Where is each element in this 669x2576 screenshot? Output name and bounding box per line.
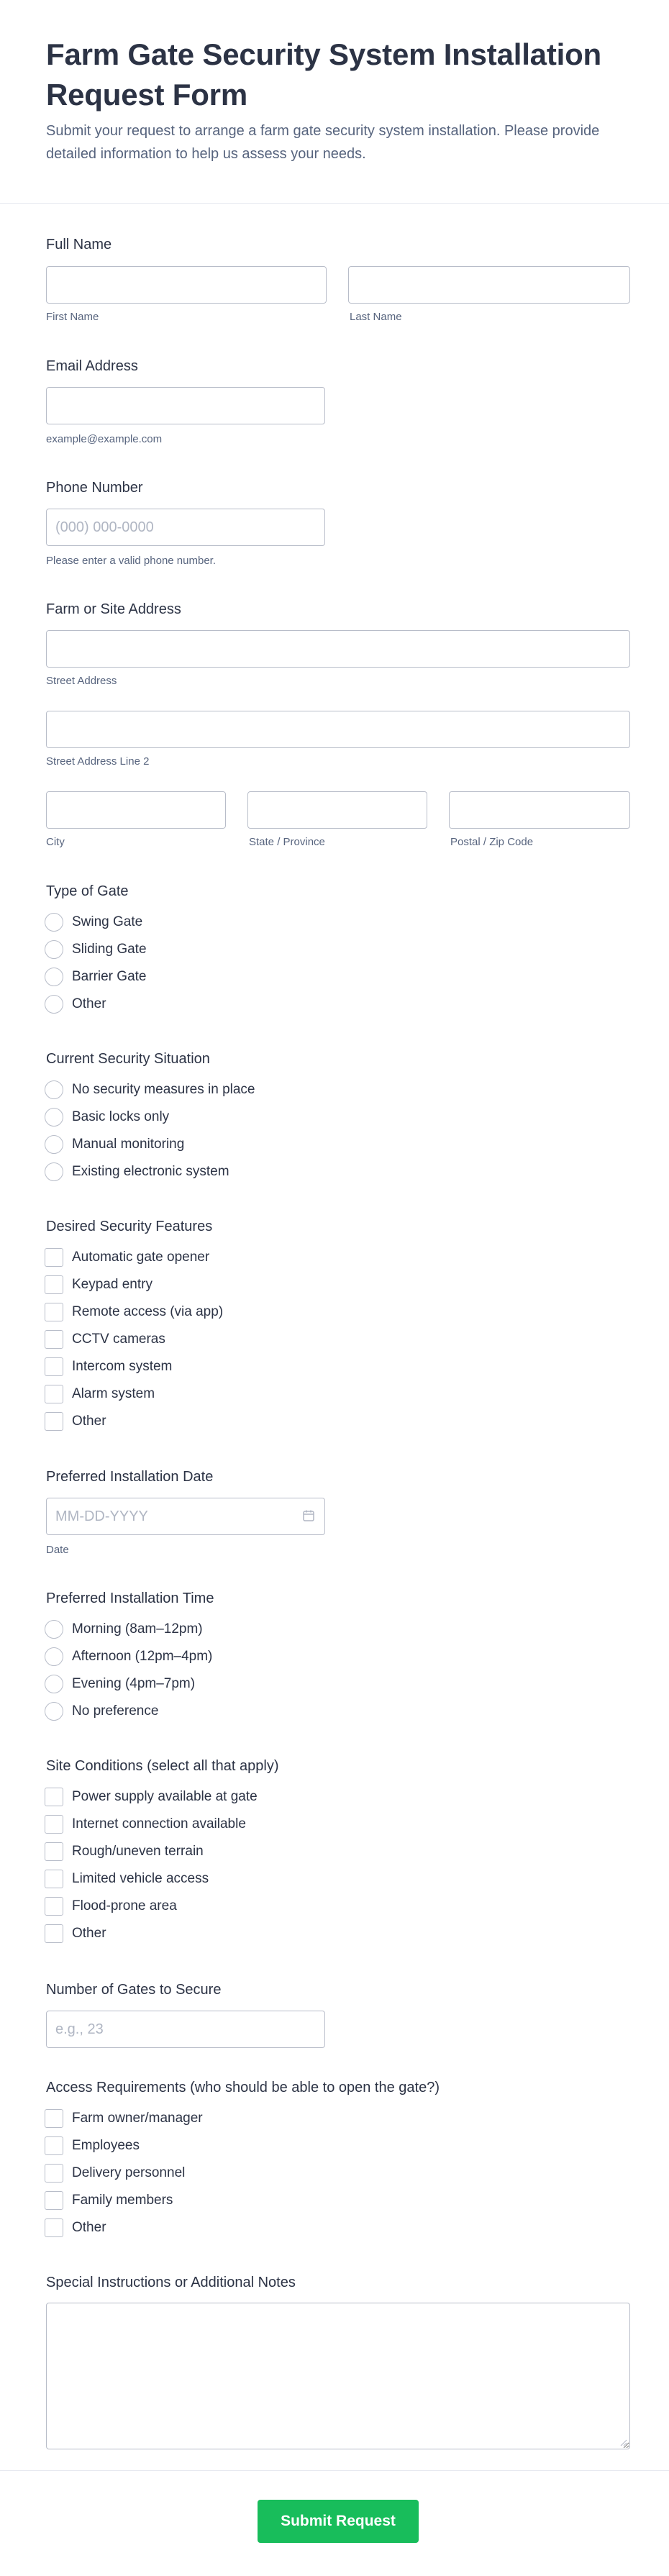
site-condition-option[interactable]: Internet connection available — [45, 1811, 258, 1838]
zip-sublabel: Postal / Zip Code — [450, 836, 534, 848]
install-time-option[interactable]: Morning (8am–12pm) — [45, 1616, 212, 1643]
email-sublabel: example@example.com — [46, 433, 163, 445]
feature-option[interactable]: CCTV cameras — [45, 1326, 223, 1353]
notes-label: Special Instructions or Additional Notes — [46, 2275, 296, 2290]
feature-option[interactable]: Alarm system — [45, 1380, 223, 1408]
current-security-option[interactable]: Existing electronic system — [45, 1158, 255, 1185]
checkbox[interactable] — [45, 1275, 63, 1294]
checkbox[interactable] — [45, 2109, 63, 2128]
last-name-sublabel: Last Name — [350, 311, 402, 323]
checkbox[interactable] — [45, 1788, 63, 1806]
access-option[interactable]: Other — [45, 2214, 203, 2242]
access-option[interactable]: Family members — [45, 2187, 203, 2214]
checkbox[interactable] — [45, 2191, 63, 2210]
install-date-input[interactable] — [46, 1498, 325, 1535]
install-time-option[interactable]: Afternoon (12pm–4pm) — [45, 1643, 212, 1670]
site-condition-option[interactable]: Flood-prone area — [45, 1893, 258, 1920]
address-label: Farm or Site Address — [46, 601, 181, 617]
feature-option[interactable]: Keypad entry — [45, 1271, 223, 1298]
checkbox[interactable] — [45, 2218, 63, 2237]
form-footer — [0, 2470, 669, 2576]
last-name-input[interactable] — [348, 266, 630, 304]
site-conditions-options — [45, 1783, 258, 1947]
checkbox[interactable] — [45, 2136, 63, 2155]
install-date-label: Preferred Installation Date — [46, 1469, 214, 1485]
checkbox[interactable] — [45, 1412, 63, 1431]
submit-button[interactable]: Submit Request — [258, 2500, 419, 2543]
resize-grip-icon[interactable] — [619, 2438, 627, 2447]
zip-input[interactable] — [449, 791, 630, 829]
site-condition-option[interactable]: Power supply available at gate — [45, 1783, 258, 1811]
email-label: Email Address — [46, 358, 138, 374]
features-options — [45, 1244, 223, 1435]
notes-textarea[interactable] — [46, 2303, 630, 2449]
current-security-option[interactable]: Basic locks only — [45, 1103, 255, 1131]
checkbox[interactable] — [45, 1330, 63, 1349]
current-security-option[interactable]: No security measures in place — [45, 1076, 255, 1103]
access-label: Access Requirements (who should be able to open the gate?) — [46, 2080, 440, 2095]
radio-button[interactable] — [45, 1135, 63, 1154]
phone-label: Phone Number — [46, 480, 143, 496]
street-address-2-sublabel: Street Address Line 2 — [46, 755, 150, 768]
access-option[interactable]: Employees — [45, 2132, 203, 2159]
city-sublabel: City — [46, 836, 65, 848]
checkbox[interactable] — [45, 1385, 63, 1403]
current-security-options — [45, 1076, 255, 1185]
state-sublabel: State / Province — [249, 836, 325, 848]
access-option[interactable]: Farm owner/manager — [45, 2105, 203, 2132]
checkbox[interactable] — [45, 1303, 63, 1321]
form-subtitle: Submit your request to arrange a farm gate security system installation. Please provide detailed information to help us assess your needs. — [46, 123, 600, 162]
form-header — [0, 0, 669, 204]
street-address-input[interactable] — [46, 630, 630, 668]
city-input[interactable] — [46, 791, 226, 829]
feature-option[interactable]: Automatic gate opener — [45, 1244, 223, 1271]
radio-button[interactable] — [45, 1675, 63, 1693]
checkbox[interactable] — [45, 1248, 63, 1267]
gate-type-options — [45, 909, 147, 1018]
radio-button[interactable] — [45, 968, 63, 986]
calendar-icon[interactable] — [302, 1509, 315, 1522]
feature-option[interactable]: Remote access (via app) — [45, 1298, 223, 1326]
radio-button[interactable] — [45, 1080, 63, 1099]
radio-button[interactable] — [45, 1162, 63, 1181]
install-time-options — [45, 1616, 212, 1725]
gate-type-option[interactable]: Other — [45, 991, 147, 1018]
radio-button[interactable] — [45, 940, 63, 959]
radio-button[interactable] — [45, 1647, 63, 1666]
gate-type-option[interactable]: Barrier Gate — [45, 963, 147, 991]
current-security-label: Current Security Situation — [46, 1051, 210, 1067]
checkbox[interactable] — [45, 1897, 63, 1916]
gate-type-option[interactable]: Sliding Gate — [45, 936, 147, 963]
install-date-field — [46, 1498, 325, 1535]
gate-type-option[interactable]: Swing Gate — [45, 909, 147, 936]
full-name-label: Full Name — [46, 237, 112, 252]
email-input[interactable] — [46, 387, 325, 424]
site-condition-option[interactable]: Limited vehicle access — [45, 1865, 258, 1893]
radio-button[interactable] — [45, 1620, 63, 1639]
site-conditions-label: Site Conditions (select all that apply) — [46, 1758, 279, 1774]
notes-field — [46, 2303, 630, 2449]
street-address-2-input[interactable] — [46, 711, 630, 748]
radio-button[interactable] — [45, 995, 63, 1014]
first-name-sublabel: First Name — [46, 311, 99, 323]
gate-type-label: Type of Gate — [46, 883, 129, 899]
checkbox[interactable] — [45, 1815, 63, 1834]
current-security-option[interactable]: Manual monitoring — [45, 1131, 255, 1158]
phone-input[interactable] — [46, 509, 325, 546]
install-time-option[interactable]: No preference — [45, 1698, 212, 1725]
radio-button[interactable] — [45, 1702, 63, 1721]
first-name-input[interactable] — [46, 266, 327, 304]
checkbox[interactable] — [45, 1842, 63, 1861]
access-options — [45, 2105, 203, 2242]
gate-count-input[interactable] — [46, 2011, 325, 2048]
install-time-option[interactable]: Evening (4pm–7pm) — [45, 1670, 212, 1698]
state-input[interactable] — [247, 791, 427, 829]
checkbox[interactable] — [45, 2164, 63, 2183]
site-condition-option[interactable]: Other — [45, 1920, 258, 1947]
radio-button[interactable] — [45, 913, 63, 932]
feature-option[interactable]: Intercom system — [45, 1353, 223, 1380]
install-time-label: Preferred Installation Time — [46, 1590, 214, 1606]
checkbox[interactable] — [45, 1924, 63, 1943]
street-address-sublabel: Street Address — [46, 675, 117, 687]
form-title: Farm Gate Security System Installation Request Form — [46, 37, 602, 111]
gate-count-label: Number of Gates to Secure — [46, 1982, 222, 1998]
install-date-sublabel: Date — [46, 1544, 69, 1556]
phone-sublabel: Please enter a valid phone number. — [46, 555, 216, 567]
feature-option[interactable]: Other — [45, 1408, 223, 1435]
checkbox[interactable] — [45, 1357, 63, 1376]
site-condition-option[interactable]: Rough/uneven terrain — [45, 1838, 258, 1865]
radio-button[interactable] — [45, 1108, 63, 1127]
features-label: Desired Security Features — [46, 1219, 213, 1234]
access-option[interactable]: Delivery personnel — [45, 2159, 203, 2187]
checkbox[interactable] — [45, 1870, 63, 1888]
